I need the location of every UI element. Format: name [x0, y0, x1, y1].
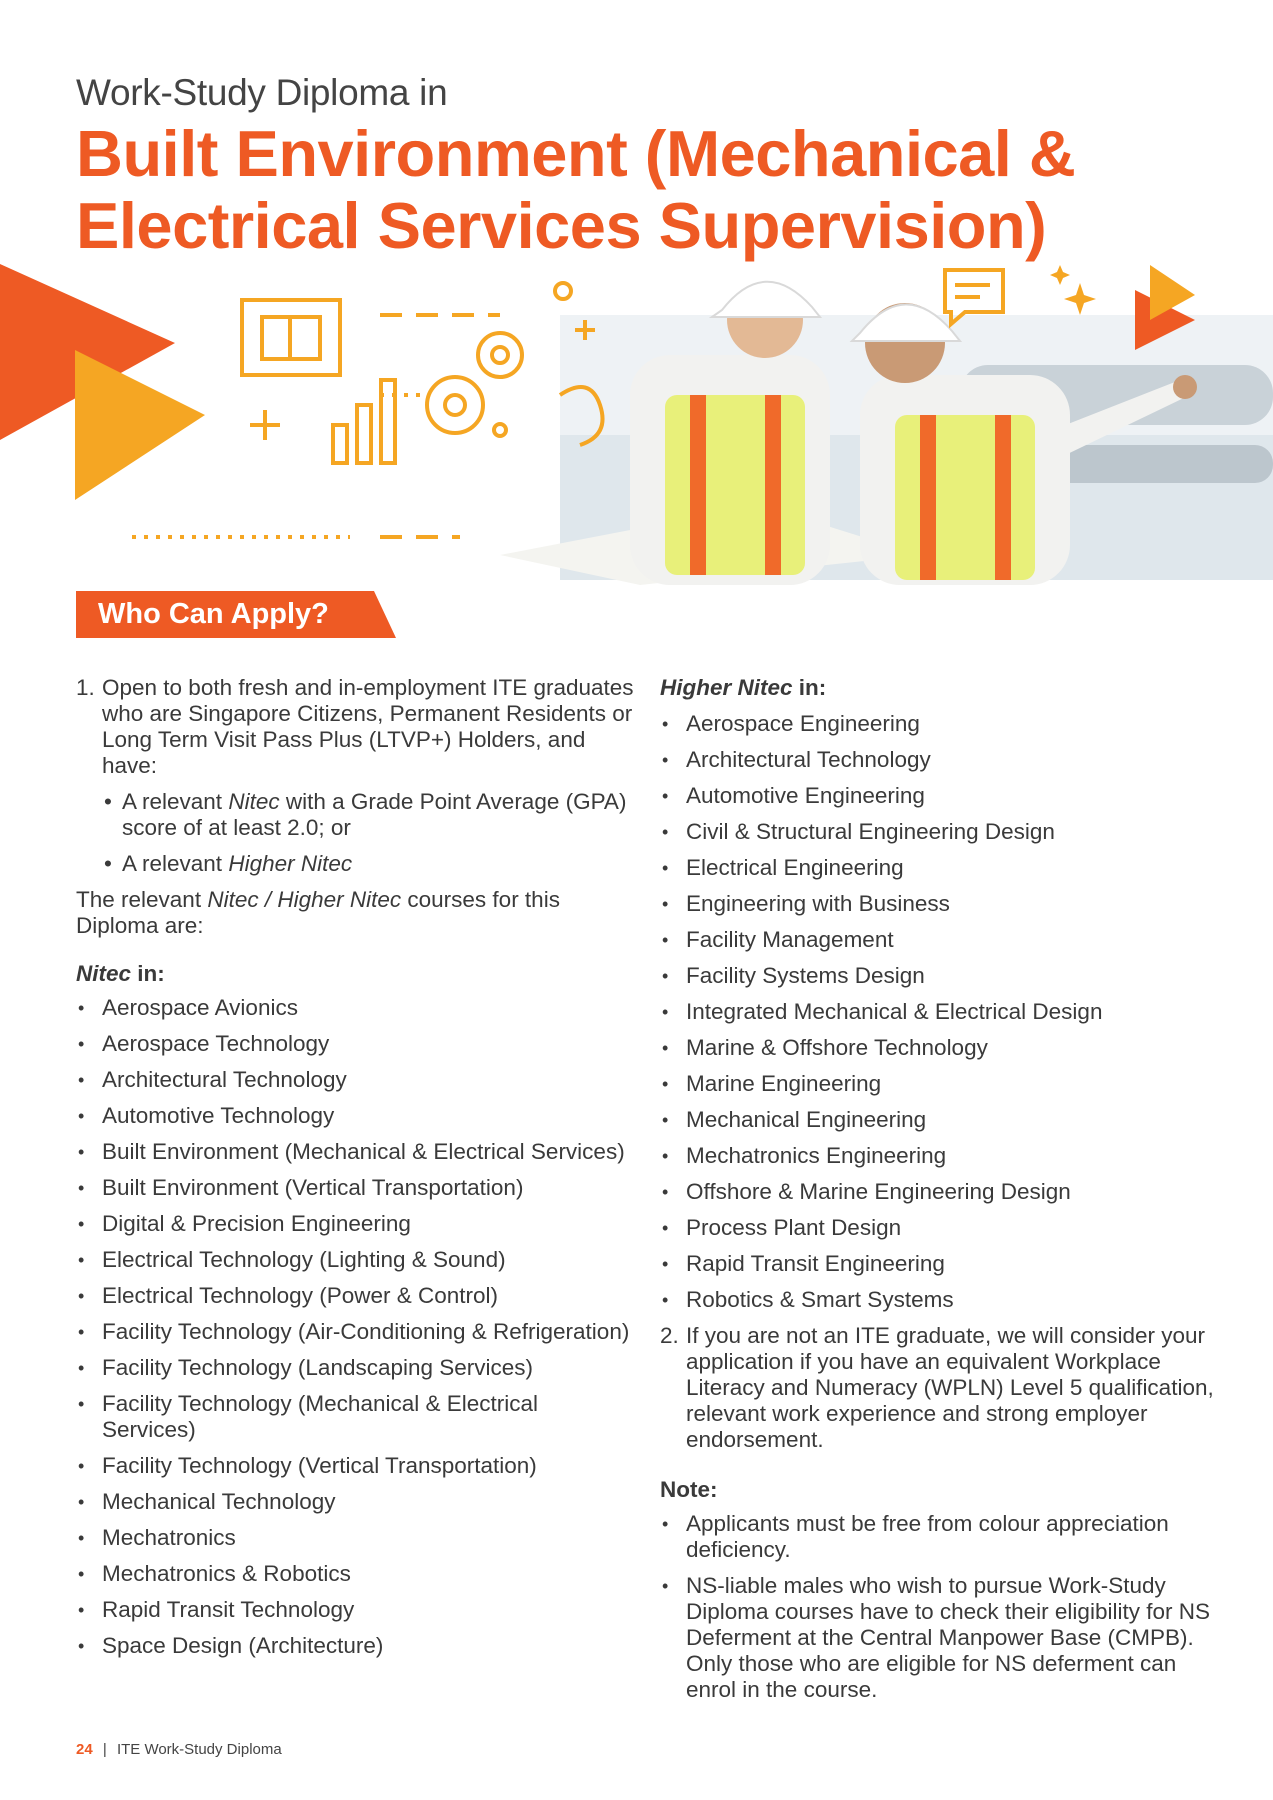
- nitec-course-item: • Built Environment (Mechanical & Electrical Services): [76, 1139, 636, 1165]
- star-sparkle-icon: [1050, 265, 1096, 315]
- higher-nitec-course-item: • Marine & Offshore Technology: [660, 1035, 1220, 1061]
- nitec-course-item: • Space Design (Architecture): [76, 1633, 636, 1659]
- relevant-courses-text: The relevant Nitec / Higher Nitec courses for this Diploma are:: [76, 887, 560, 938]
- decor-triangle-yellow: [75, 350, 205, 500]
- higher-nitec-course-item: • Robotics & Smart Systems: [660, 1287, 1220, 1313]
- nitec-course-item: • Digital & Precision Engineering: [76, 1211, 636, 1237]
- item-text: If you are not an ITE graduate, we will consider your application if you have an equivalent Workplace Literacy and Numeracy (WPLN) Level 5 qualification, relevant work experience and strong employer endorsement.: [686, 1323, 1214, 1452]
- higher-nitec-course-item: • Process Plant Design: [660, 1215, 1220, 1241]
- blueprint-icon: [242, 300, 340, 375]
- note-item: • Applicants must be free from colour appreciation deficiency.: [660, 1511, 1220, 1563]
- condition-nitec: • A relevant Nitec with a Grade Point Average (GPA) score of at least 2.0; or: [102, 789, 636, 841]
- higher-nitec-course-item: • Aerospace Engineering: [660, 711, 1220, 737]
- nitec-course-item: • Aerospace Technology: [76, 1031, 636, 1057]
- higher-nitec-course-item: • Integrated Mechanical & Electrical Design: [660, 999, 1220, 1025]
- right-column: [660, 675, 1220, 1713]
- eligibility-item-1: [76, 675, 636, 877]
- nitec-course-item: • Mechatronics: [76, 1525, 636, 1551]
- item-number: 1.: [76, 675, 95, 700]
- nitec-course-item: • Mechanical Technology: [76, 1489, 636, 1515]
- higher-nitec-course-list: [660, 711, 1220, 1313]
- higher-nitec-course-item: • Facility Systems Design: [660, 963, 1220, 989]
- title-line-2: Electrical Services Supervision): [76, 189, 1047, 262]
- higher-nitec-course-item: • Mechatronics Engineering: [660, 1143, 1220, 1169]
- left-column: [76, 675, 636, 1669]
- nitec-course-item: • Electrical Technology (Power & Control): [76, 1283, 636, 1309]
- condition-higher-nitec: • A relevant Higher Nitec: [102, 851, 636, 877]
- higher-nitec-course-item: • Rapid Transit Engineering: [660, 1251, 1220, 1277]
- higher-nitec-course-item: • Offshore & Marine Engineering Design: [660, 1179, 1220, 1205]
- nitec-course-item: • Facility Technology (Mechanical & Electrical Services): [76, 1391, 636, 1443]
- nitec-course-item: • Rapid Transit Technology: [76, 1597, 636, 1623]
- eligibility-item-2: [660, 1323, 1220, 1453]
- higher-nitec-course-item: • Marine Engineering: [660, 1071, 1220, 1097]
- notes-list: [660, 1511, 1220, 1703]
- higher-nitec-heading: Higher Nitec in:: [660, 675, 827, 700]
- higher-nitec-course-item: • Electrical Engineering: [660, 855, 1220, 881]
- title-line-1: Built Environment (Mechanical &: [76, 117, 1076, 190]
- nitec-course-list: [76, 995, 636, 1659]
- page-number: 24: [76, 1741, 93, 1758]
- higher-nitec-course-item: • Facility Management: [660, 927, 1220, 953]
- hero-illustration: [0, 255, 1273, 635]
- gpa-conditions: [102, 789, 636, 877]
- footer-label: ITE Work-Study Diploma: [116, 1741, 282, 1758]
- note-heading: Note:: [660, 1477, 718, 1502]
- page-footer: [76, 1741, 282, 1758]
- item-number: 2.: [660, 1323, 679, 1348]
- nitec-course-item: • Architectural Technology: [76, 1067, 636, 1093]
- page-subtitle: Work-Study Diploma in: [76, 72, 448, 113]
- nitec-heading: Nitec in:: [76, 961, 165, 986]
- nitec-course-item: • Built Environment (Vertical Transportation): [76, 1175, 636, 1201]
- higher-nitec-course-item: • Civil & Structural Engineering Design: [660, 819, 1220, 845]
- item-text: Open to both fresh and in-employment ITE graduates who are Singapore Citizens, Permanent Residents or Long Term Visit Pass Plus (LTVP+) Holders, and have:: [102, 675, 634, 778]
- nitec-course-item: • Automotive Technology: [76, 1103, 636, 1129]
- higher-nitec-course-item: • Engineering with Business: [660, 891, 1220, 917]
- higher-nitec-course-item: • Architectural Technology: [660, 747, 1220, 773]
- nitec-course-item: • Facility Technology (Landscaping Services): [76, 1355, 636, 1381]
- nitec-course-item: • Electrical Technology (Lighting & Sound): [76, 1247, 636, 1273]
- higher-nitec-course-item: • Automotive Engineering: [660, 783, 1220, 809]
- page-title: [76, 118, 1226, 262]
- footer-separator: |: [102, 1741, 107, 1758]
- nitec-course-item: • Aerospace Avionics: [76, 995, 636, 1021]
- nitec-course-item: • Mechatronics & Robotics: [76, 1561, 636, 1587]
- nitec-course-item: • Facility Technology (Vertical Transportation): [76, 1453, 636, 1479]
- nitec-course-item: • Facility Technology (Air-Conditioning & Refrigeration): [76, 1319, 636, 1345]
- section-title: Who Can Apply?: [98, 598, 329, 630]
- higher-nitec-course-item: • Mechanical Engineering: [660, 1107, 1220, 1133]
- gear-icon: [427, 333, 522, 433]
- section-banner: [76, 591, 396, 638]
- bar-chart-icon: [333, 380, 395, 463]
- sparkle-icon: [250, 283, 595, 440]
- note-item: • NS-liable males who wish to pursue Work-Study Diploma courses have to check their eligibility for NS Deferment at the Central Manpower Base (CMPB). Only those who are eligible for NS deferment can enrol in the course.: [660, 1573, 1220, 1703]
